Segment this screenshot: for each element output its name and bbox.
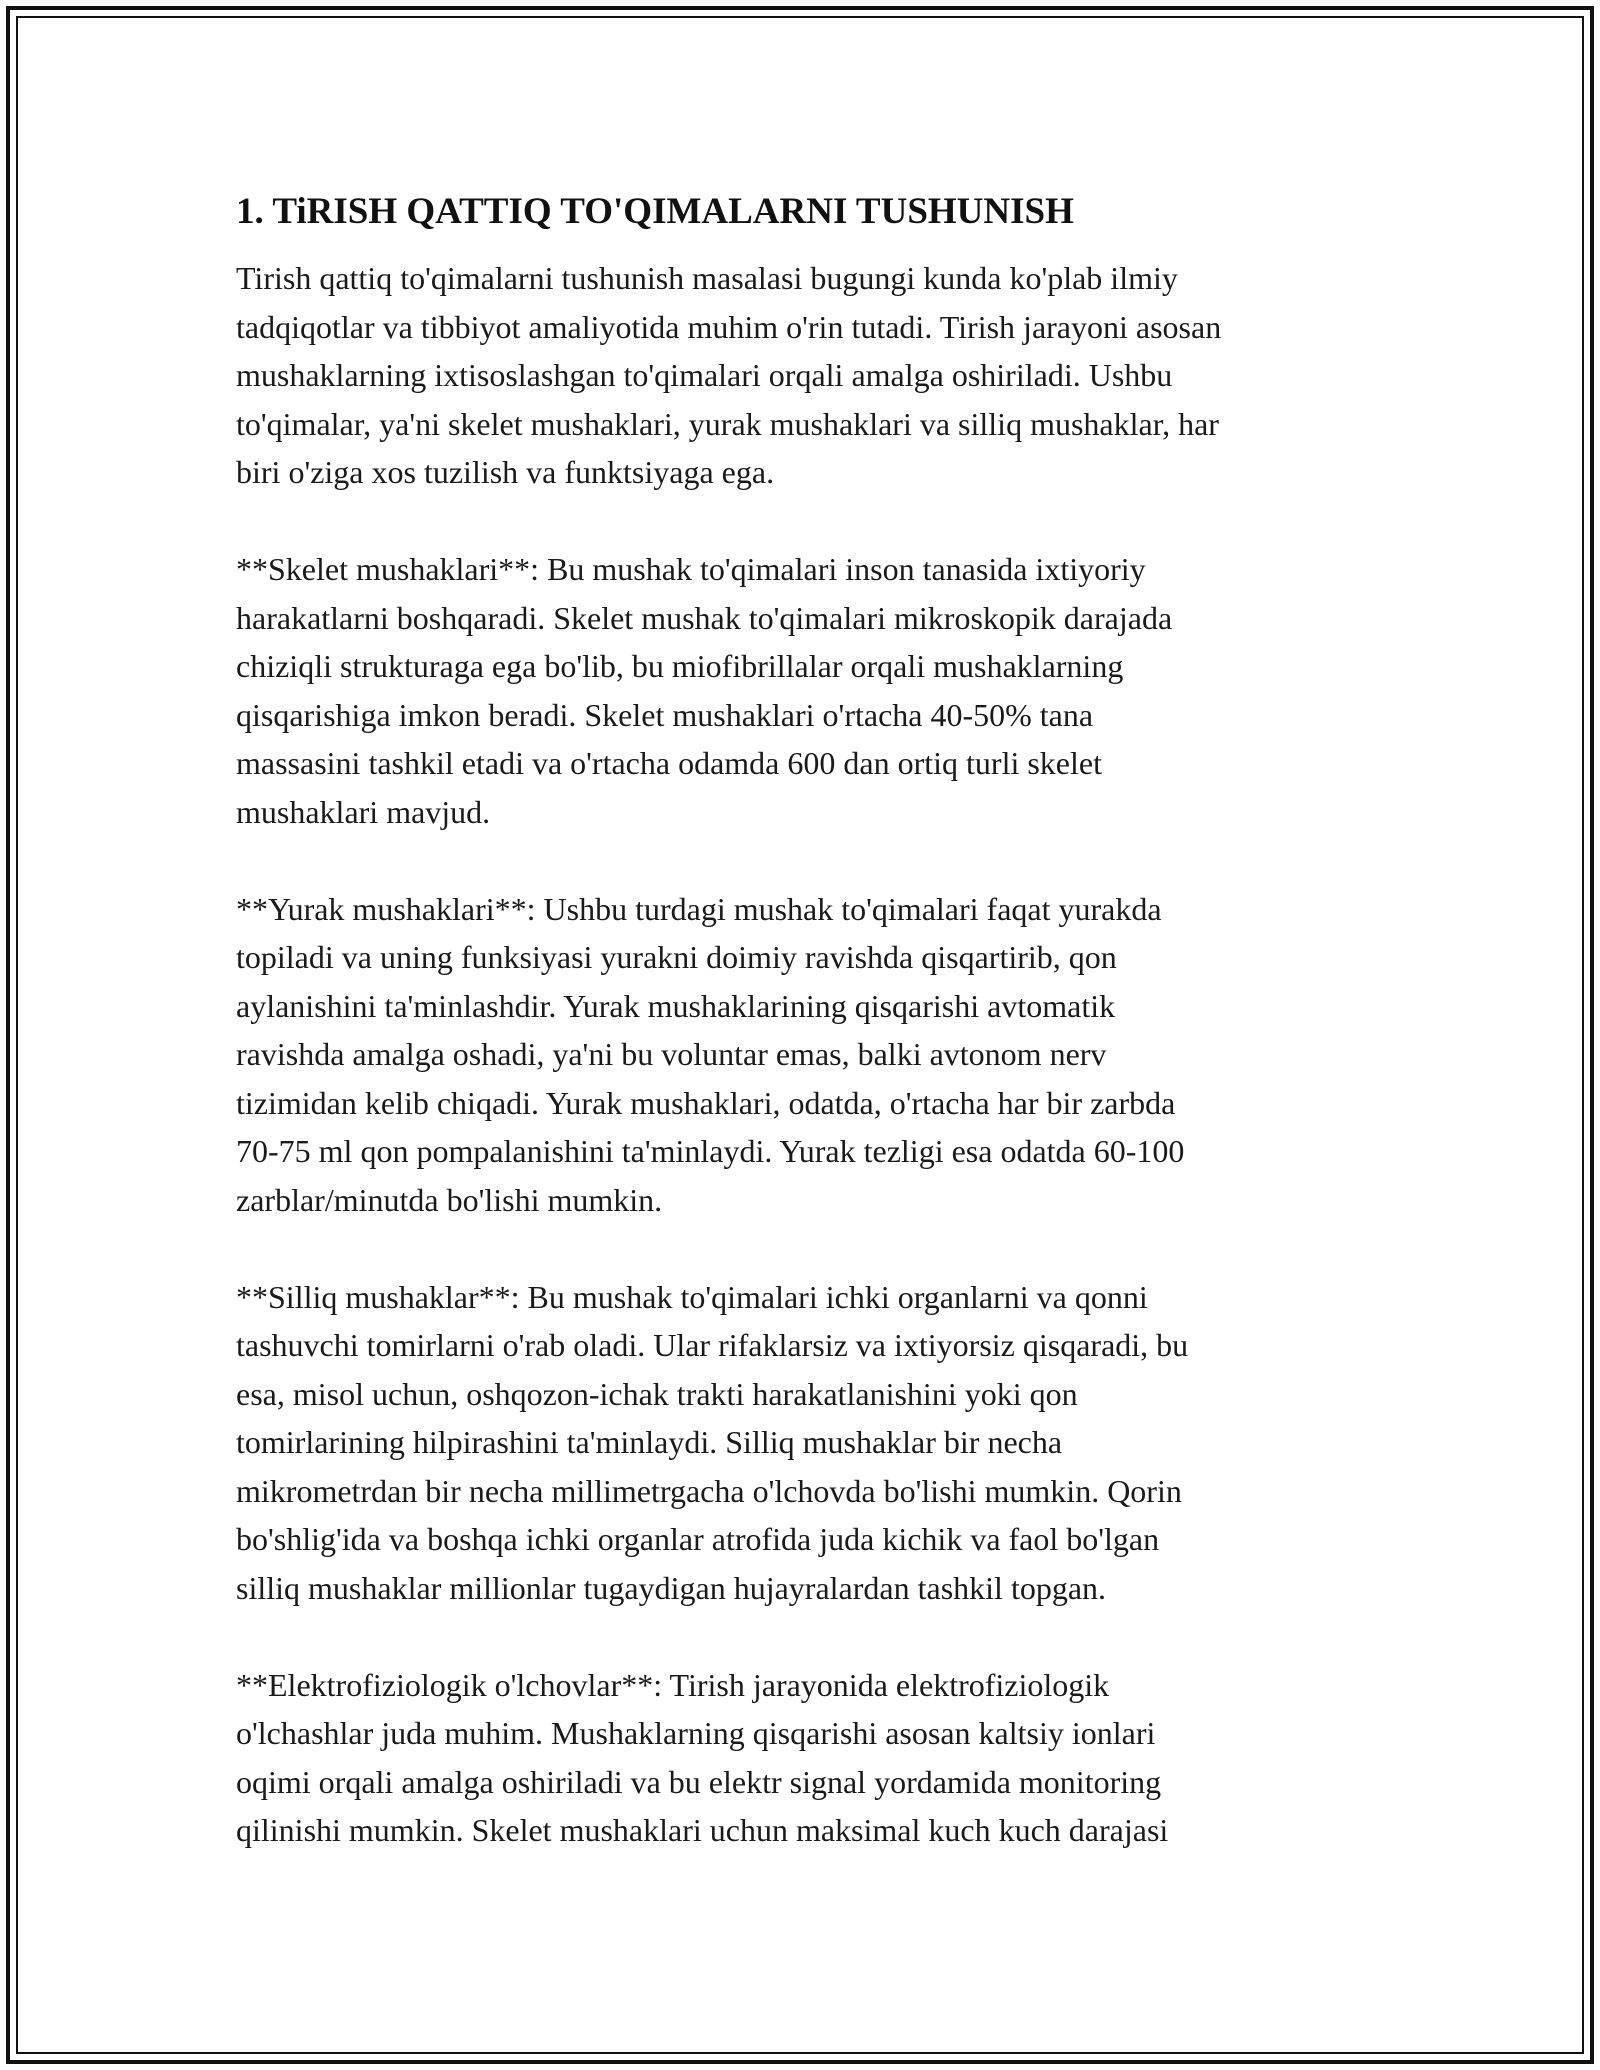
document-body [236, 186, 1386, 1903]
text-line: tizimidan kelib chiqadi. Yurak mushaklari, odatda, o'rtacha har bir zarbda [236, 1084, 1176, 1121]
text-line: mushaklari mavjud. [236, 793, 491, 830]
paragraph-smooth-muscles [236, 1273, 1386, 1613]
text-line: tomirlarining hilpirashini ta'minlaydi. Silliq mushaklar bir necha [236, 1424, 1063, 1460]
text-line: to'qimalar, ya'ni skelet mushaklari, yurak mushaklari va silliq mushaklar, har [236, 405, 1219, 442]
paragraph-cardiac-muscles [236, 885, 1386, 1225]
text-line: **Silliq mushaklar**: Bu mushak to'qimalari ichki organlarni va qonni [236, 1278, 1148, 1315]
text-line: chiziqli strukturaga ega bo'lib, bu miofibrillalar orqali mushaklarning [236, 648, 1124, 684]
text-line: topiladi va uning funksiyasi yurakni doimiy ravishda qisqartirib, qon [236, 939, 1117, 975]
text-line: **Skelet mushaklari**: Bu mushak to'qimalari inson tanasida ixtiyoriy [236, 551, 1146, 587]
text-line: ravishda amalga oshadi, ya'ni bu voluntar emas, balki avtonom nerv [236, 1036, 1107, 1072]
text-line: o'lchashlar juda muhim. Mushaklarning qisqarishi asosan kaltsiy ionlari [236, 1715, 1156, 1751]
text-line: harakatlarni boshqaradi. Skelet mushak to'qimalari mikroskopik darajada [236, 599, 1173, 636]
text-line: **Yurak mushaklari**: Ushbu turdagi mushak to'qimalari faqat yurakda [236, 890, 1162, 927]
text-line: **Elektrofiziologik o'lchovlar**: Tirish jarayonida elektrofiziologik [236, 1666, 1110, 1703]
text-line: Tirish qattiq to'qimalarni tushunish masalasi bugungi kunda ko'plab ilmiy [236, 260, 1178, 296]
text-line: esa, misol uchun, oshqozon-ichak trakti harakatlanishini yoki qon [236, 1375, 1078, 1412]
paragraph-intro [236, 254, 1386, 497]
text-line: qisqarishiga imkon beradi. Skelet mushaklari o'rtacha 40-50% tana [236, 696, 1094, 733]
paragraph-electrophysiology [236, 1661, 1386, 1855]
text-line: zarblar/minutda bo'lishi mumkin. [236, 1181, 663, 1218]
text-line: tashuvchi tomirlarni o'rab oladi. Ular rifaklarsiz va ixtiyorsiz qisqaradi, bu [236, 1327, 1189, 1363]
text-line: massasini tashkil etadi va o'rtacha odamda 600 dan ortiq turli skelet [236, 745, 1102, 781]
text-line: aylanishini ta'minlashdir. Yurak mushaklarining qisqarishi avtomatik [236, 987, 1116, 1024]
section-title: 1. TiRISH QATTIQ TO'QIMALARNI TUSHUNISH [236, 191, 1074, 232]
text-line: mikrometrdan bir necha millimetrgacha o'lchovda bo'lishi mumkin. Qorin [236, 1472, 1182, 1509]
paragraph-skeletal-muscles [236, 545, 1386, 836]
text-line: qilinishi mumkin. Skelet mushaklari uchun maksimal kuch kuch darajasi [236, 1812, 1169, 1848]
text-line: mushaklarning ixtisoslashgan to'qimalari orqali amalga oshiriladi. Ushbu [236, 357, 1173, 393]
text-line: oqimi orqali amalga oshiriladi va bu elektr signal yordamida monitoring [236, 1763, 1162, 1800]
text-line: biri o'ziga xos tuzilish va funktsiyaga ega. [236, 454, 775, 490]
text-line: 70-75 ml qon pompalanishini ta'minlaydi. Yurak tezligi esa odatda 60-100 [236, 1133, 1185, 1169]
text-line: silliq mushaklar millionlar tugaydigan hujayralardan tashkil topgan. [236, 1569, 1107, 1606]
text-line: bo'shlig'ida va boshqa ichki organlar atrofida juda kichik va faol bo'lgan [236, 1521, 1160, 1557]
text-line: tadqiqotlar va tibbiyot amaliyotida muhim o'rin tutadi. Tirish jarayoni asosan [236, 308, 1222, 345]
